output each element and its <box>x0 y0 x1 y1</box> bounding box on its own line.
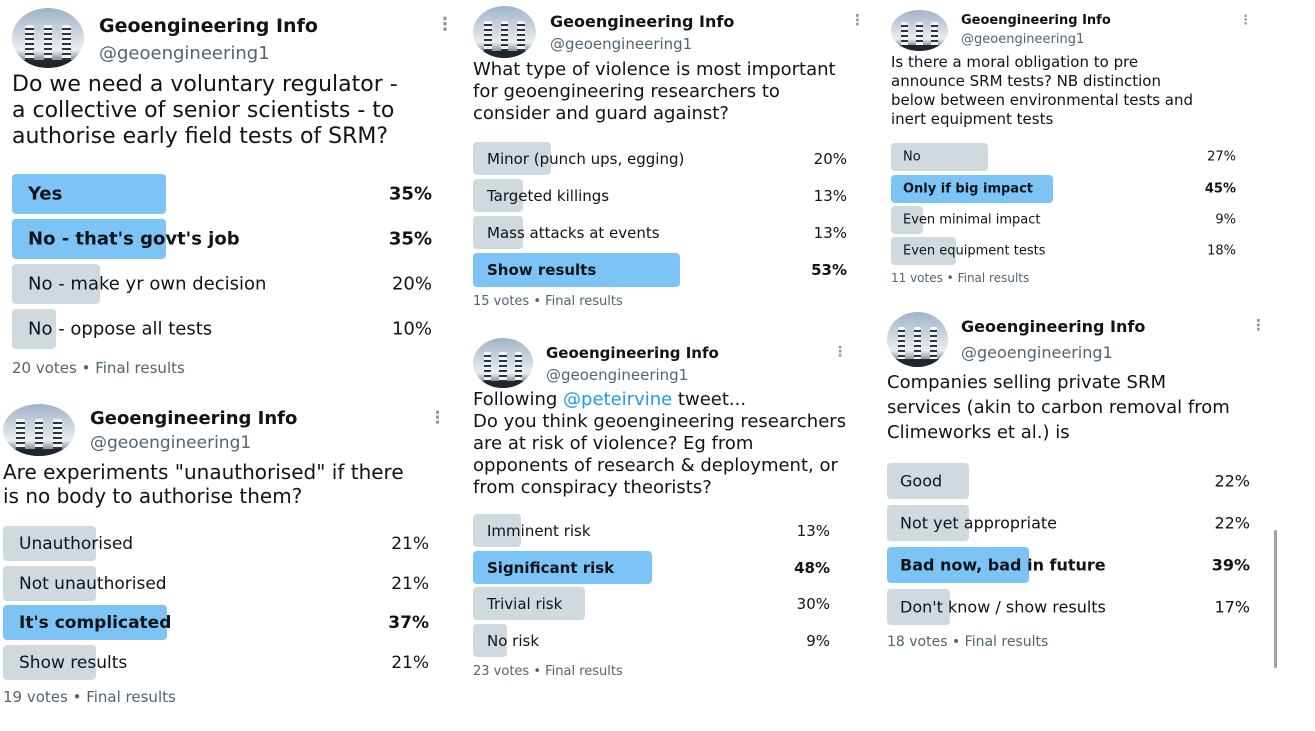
poll-option <box>891 206 1236 234</box>
scrollbar[interactable] <box>1274 530 1277 668</box>
more-options-icon[interactable]: ⋮ <box>429 408 446 428</box>
question-line: opponents of research & deployment, or <box>473 455 838 476</box>
poll-option <box>12 309 432 349</box>
question-line: Is there a moral obligation to pre <box>891 53 1139 71</box>
poll-card-risk <box>473 338 857 688</box>
avatar[interactable] <box>12 8 84 68</box>
option-percent: 22% <box>1214 471 1250 491</box>
option-label: Don't know / show results <box>900 597 1106 617</box>
option-label: Trivial risk <box>487 594 563 613</box>
poll-footer: 18 votes • Final results <box>887 634 1049 650</box>
poll-option <box>473 142 847 175</box>
question-line: for geoengineering researchers to <box>473 81 780 102</box>
option-label: It's complicated <box>19 612 172 633</box>
poll-card-regulator <box>12 8 454 383</box>
poll-question <box>3 460 404 508</box>
poll-option <box>891 143 1236 171</box>
option-label: Yes <box>28 183 63 205</box>
poll-question <box>473 389 846 499</box>
poll-option <box>891 237 1236 265</box>
option-percent: 17% <box>1214 597 1250 617</box>
avatar[interactable] <box>473 6 536 58</box>
option-percent: 30% <box>796 594 830 613</box>
question-line: Companies selling private SRM <box>887 372 1166 393</box>
option-percent: 35% <box>388 228 432 250</box>
option-percent: 13% <box>813 223 847 242</box>
option-label: Even minimal impact <box>903 212 1041 228</box>
question-line <box>473 389 846 411</box>
option-percent: 18% <box>1207 243 1236 259</box>
avatar[interactable] <box>891 10 948 51</box>
poll-question <box>12 72 398 150</box>
poll-option <box>473 551 830 584</box>
poll-option <box>891 175 1236 203</box>
option-percent: 9% <box>806 631 830 650</box>
poll-card-private-srm <box>887 312 1266 657</box>
avatar[interactable] <box>3 404 75 456</box>
more-options-icon[interactable]: ⋮ <box>1251 316 1266 334</box>
poll-option <box>887 589 1250 625</box>
question-line: Do we need a voluntary regulator - <box>12 72 398 97</box>
option-label: No <box>903 149 921 165</box>
question-line: from conspiracy theorists? <box>473 477 712 498</box>
option-percent: 13% <box>796 521 830 540</box>
option-label: Not yet appropriate <box>900 513 1058 533</box>
poll-option <box>3 566 429 601</box>
poll-card-unauthorised <box>3 404 446 714</box>
question-line: inert equipment tests <box>891 110 1054 128</box>
question-line: are at risk of violence? Eg from <box>473 433 754 454</box>
poll-option <box>473 587 830 620</box>
poll-question <box>891 53 1193 129</box>
avatar[interactable] <box>473 338 533 388</box>
poll-footer: 15 votes • Final results <box>473 294 623 309</box>
poll-option <box>3 526 429 561</box>
option-label: Even equipment tests <box>903 243 1046 259</box>
poll-option <box>887 505 1250 541</box>
option-label: Bad now, bad in future <box>900 555 1106 575</box>
poll-option <box>473 624 830 657</box>
option-percent: 35% <box>388 183 432 205</box>
account-name[interactable]: Geoengineering Info <box>961 317 1146 336</box>
option-percent: 13% <box>813 186 847 205</box>
poll-card-violence-type <box>473 6 865 316</box>
option-label: No risk <box>487 631 540 650</box>
more-options-icon[interactable]: ⋮ <box>833 344 847 360</box>
question-line: a collective of senior scientists - to <box>12 98 395 123</box>
poll-option <box>473 179 847 212</box>
question-line: consider and guard against? <box>473 103 729 124</box>
account-name[interactable]: Geoengineering Info <box>99 15 318 37</box>
poll-footer: 19 votes • Final results <box>3 688 176 706</box>
poll-option <box>473 253 847 287</box>
option-percent: 20% <box>813 149 847 168</box>
question-line: authorise early field tests of SRM? <box>12 124 389 149</box>
poll-footer: 23 votes • Final results <box>473 664 623 679</box>
option-label: No - make yr own decision <box>28 273 267 295</box>
question-line: is no body to authorise them? <box>3 484 303 508</box>
account-handle[interactable]: @geoengineering1 <box>99 43 270 64</box>
option-label: No - that's govt's job <box>28 228 240 250</box>
more-options-icon[interactable]: ⋮ <box>1239 13 1252 28</box>
option-percent: 37% <box>388 612 429 633</box>
poll-option <box>473 216 847 249</box>
poll-option <box>3 605 429 640</box>
question-line: below between environmental tests and <box>891 91 1194 109</box>
option-label: Show results <box>19 652 128 673</box>
question-line: Do you think geoengineering researchers <box>473 411 847 432</box>
mention-link[interactable]: @peteirvine <box>563 389 673 410</box>
poll-option <box>3 645 429 680</box>
account-name[interactable]: Geoengineering Info <box>550 12 735 31</box>
poll-option <box>12 264 432 304</box>
poll-option <box>12 174 432 214</box>
option-label: Good <box>900 471 943 491</box>
question-line: What type of violence is most important <box>473 59 836 80</box>
option-percent: 9% <box>1215 212 1236 228</box>
poll-option <box>12 219 432 259</box>
more-options-icon[interactable]: ⋮ <box>850 11 865 29</box>
question-line: announce SRM tests? NB distinction <box>891 72 1161 90</box>
poll-question <box>473 59 836 125</box>
poll-option <box>887 547 1250 583</box>
option-label: Only if big impact <box>903 181 1033 197</box>
option-percent: 53% <box>811 261 847 279</box>
option-percent: 21% <box>391 652 429 673</box>
option-percent: 21% <box>391 533 429 554</box>
option-label: Significant risk <box>487 558 615 577</box>
option-label: Not unauthorised <box>19 573 167 594</box>
option-percent: 10% <box>391 318 432 340</box>
more-options-icon[interactable]: ⋮ <box>436 14 454 35</box>
option-label: Mass attacks at events <box>487 223 660 242</box>
question-line: services (akin to carbon removal from <box>887 397 1230 418</box>
option-percent: 21% <box>391 573 429 594</box>
option-percent: 20% <box>391 273 432 295</box>
poll-option <box>887 463 1250 499</box>
option-label: No - oppose all tests <box>28 318 213 340</box>
option-percent: 22% <box>1214 513 1250 533</box>
account-handle[interactable]: @geoengineering1 <box>961 343 1113 362</box>
option-percent: 39% <box>1211 555 1250 575</box>
option-label: Minor (punch ups, egging) <box>487 149 685 168</box>
option-label: Targeted killings <box>487 186 610 205</box>
poll-footer: 20 votes • Final results <box>12 359 185 377</box>
poll-card-pre-announce <box>891 10 1252 290</box>
account-name[interactable]: Geoengineering Info <box>961 13 1111 28</box>
option-label: Unauthorised <box>19 533 134 554</box>
account-handle[interactable]: @geoengineering1 <box>90 433 252 453</box>
account-handle[interactable]: @geoengineering1 <box>546 366 689 384</box>
account-name[interactable]: Geoengineering Info <box>90 408 298 429</box>
avatar[interactable] <box>887 312 948 367</box>
option-percent: 27% <box>1207 149 1236 165</box>
option-percent: 48% <box>794 558 830 577</box>
question-suffix: tweet... <box>672 389 747 410</box>
account-handle[interactable]: @geoengineering1 <box>550 35 693 53</box>
question-line: Are experiments "unauthorised" if there <box>3 460 404 484</box>
option-percent: 45% <box>1204 181 1236 197</box>
question-line: Climeworks et al.) is <box>887 422 1070 443</box>
poll-option <box>473 514 830 547</box>
poll-footer: 11 votes • Final results <box>891 271 1030 285</box>
poll-question <box>887 370 1230 445</box>
account-handle[interactable]: @geoengineering1 <box>961 32 1085 47</box>
option-label: Imminent risk <box>487 521 591 540</box>
account-name[interactable]: Geoengineering Info <box>546 344 719 362</box>
question-prefix: Following <box>473 389 564 410</box>
option-label: Show results <box>487 261 597 279</box>
